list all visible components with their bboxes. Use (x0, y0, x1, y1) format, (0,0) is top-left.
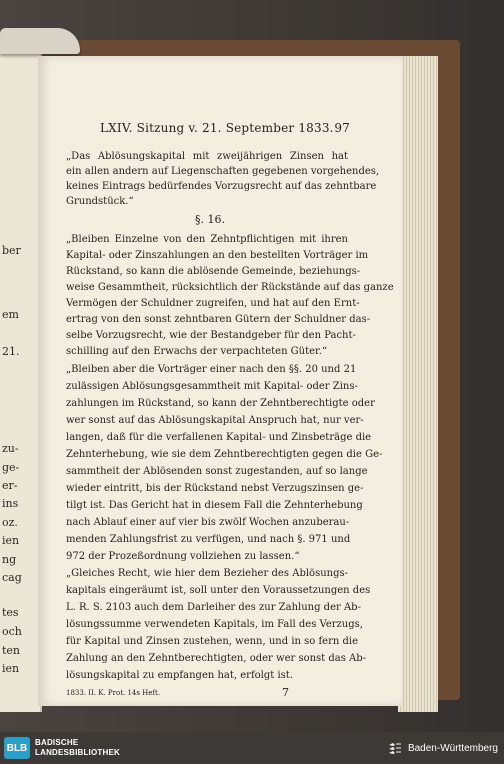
text-line: „Bleiben aber die Vorträger einer nach den §§. 20 und 21 (66, 364, 357, 375)
left-page-fragment: ng (2, 553, 17, 566)
left-page-fragment: ge- (2, 461, 20, 474)
page-number: 97 (334, 121, 350, 135)
blb-logo[interactable]: BLB (4, 737, 30, 759)
text-line: „Bleiben Einzelne von den Zehntpflichtigen mit ihren (66, 234, 348, 245)
text-line: keines Eintrags bedürfendes Vorzugsrecht auf das zehntbare (66, 181, 377, 192)
running-head (100, 121, 350, 135)
bw-logo[interactable] (387, 740, 498, 756)
left-page-fragment: tes (2, 606, 19, 619)
text-line: zulässigen Ablösungsgesammtheit mit Kapital- oder Zins- (66, 381, 358, 392)
text-line: lösungskapital zu empfangen hat, erfolgt ist. (66, 670, 293, 681)
viewer-footer-bar (0, 732, 504, 764)
text-line: langen, daß für die verfallenen Kapital- und Zinsbeträge die (66, 432, 372, 443)
text-line: tilgt ist. Das Gericht hat in diesem Fall die Zehnterhebung (66, 500, 363, 511)
left-page-fragment: ien (2, 534, 20, 547)
text-line: zahlungen im Rückstand, so kann der Zehntberechtigte oder (66, 398, 375, 409)
text-line: „Gleiches Recht, wie hier dem Bezieher des Ablösungs- (66, 568, 348, 579)
text-line: menden Zahlungsfrist zu verfügen, und nach §. 971 und (66, 534, 351, 545)
text-line: ertrag von den sonst zehntbaren Gütern der Schuldner das- (66, 314, 371, 325)
text-line: sammtheit der Ablösenden sonst zugestanden, auf so lange (66, 466, 368, 477)
text-line: Zahlung an den Zehntberechtigten, oder wer sonst das Ab- (66, 653, 367, 664)
left-page-fragment: och (2, 625, 22, 638)
left-page-fragment: ins (2, 497, 19, 510)
blb-name-line2: LANDESBIBLIOTHEK (35, 748, 120, 757)
text-line: L. R. S. 2103 auch dem Darleiher des zur Zahlung der Ab- (66, 602, 361, 613)
text-line: nach Ablauf einer auf vier bis zwölf Wochen anzuberau- (66, 517, 350, 528)
text-line: selbe Vorzugsrecht, wie der Bestandgeber für den Pacht- (66, 330, 356, 341)
left-page-fragment: zu- (2, 442, 19, 455)
text-line: weise Gesammtheit, rücksichtlich der Rückstände auf das ganze (66, 282, 394, 293)
left-page-fragment: oz. (2, 516, 18, 529)
left-page-fragment: ber (2, 244, 21, 257)
text-line: „Das Ablösungskapital mit zweijährigen Zinsen hat (66, 151, 348, 162)
text-line: für Kapital und Zinsen zustehen, wenn, und in so fern die (66, 636, 359, 647)
text-line: ein allen andern auf Liegenschaften gegebenen vorgehendes, (66, 166, 380, 177)
left-page-fragment: ten (2, 644, 21, 657)
left-page-fragment: er- (2, 479, 18, 492)
text-line: Vermögen der Schuldner zugreifen, und hat auf den Ernt- (66, 298, 360, 309)
text-line: wieder eintritt, bis der Rückstand nebst Verzugszinsen ge- (66, 483, 364, 494)
page-stack-edge (398, 56, 438, 712)
left-page-fragment: ien (2, 662, 20, 675)
left-page (0, 48, 42, 712)
bookmark-ribbon (0, 28, 80, 54)
blb-name-line1: BADISCHE (35, 738, 79, 747)
printer-signature: 1833. II. K. Prot. 14s Heft. (66, 689, 161, 697)
text-line: 972 der Prozeßordnung vollziehen zu lassen.“ (66, 551, 300, 562)
lions-crest-icon (387, 740, 403, 756)
text-line: lösungssumme verwendeten Kapitals, im Fall des Verzugs, (66, 619, 363, 630)
left-page-fragment: 21. (2, 345, 20, 358)
text-line: wer sonst auf das Ablösungskapital Anspruch hat, nur ver- (66, 415, 364, 426)
running-head-title: LXIV. Sitzung v. 21. September 1833. (100, 121, 334, 135)
text-line: Grundstück.“ (66, 196, 134, 207)
section-heading: §. 16. (195, 213, 225, 226)
text-line: Zehnterhebung, wie sie dem Zehntberechtigten gegen die Ge- (66, 449, 383, 460)
text-line: schilling auf den Erwachs der verpachteten Güter.“ (66, 346, 328, 357)
blb-name (35, 738, 120, 758)
text-line: kapitals eingeräumt ist, soll unter den Voraussetzungen des (66, 585, 371, 596)
text-line: Kapital- oder Zinszahlungen an den bestellten Vorträger im (66, 250, 369, 261)
left-page-fragment: em (2, 308, 19, 321)
left-page-fragment: cag (2, 571, 22, 584)
signature-mark: 7 (282, 686, 289, 699)
bw-name: Baden-Württemberg (407, 742, 498, 754)
text-line: Rückstand, so kann die ablösende Gemeinde, beziehungs- (66, 266, 361, 277)
